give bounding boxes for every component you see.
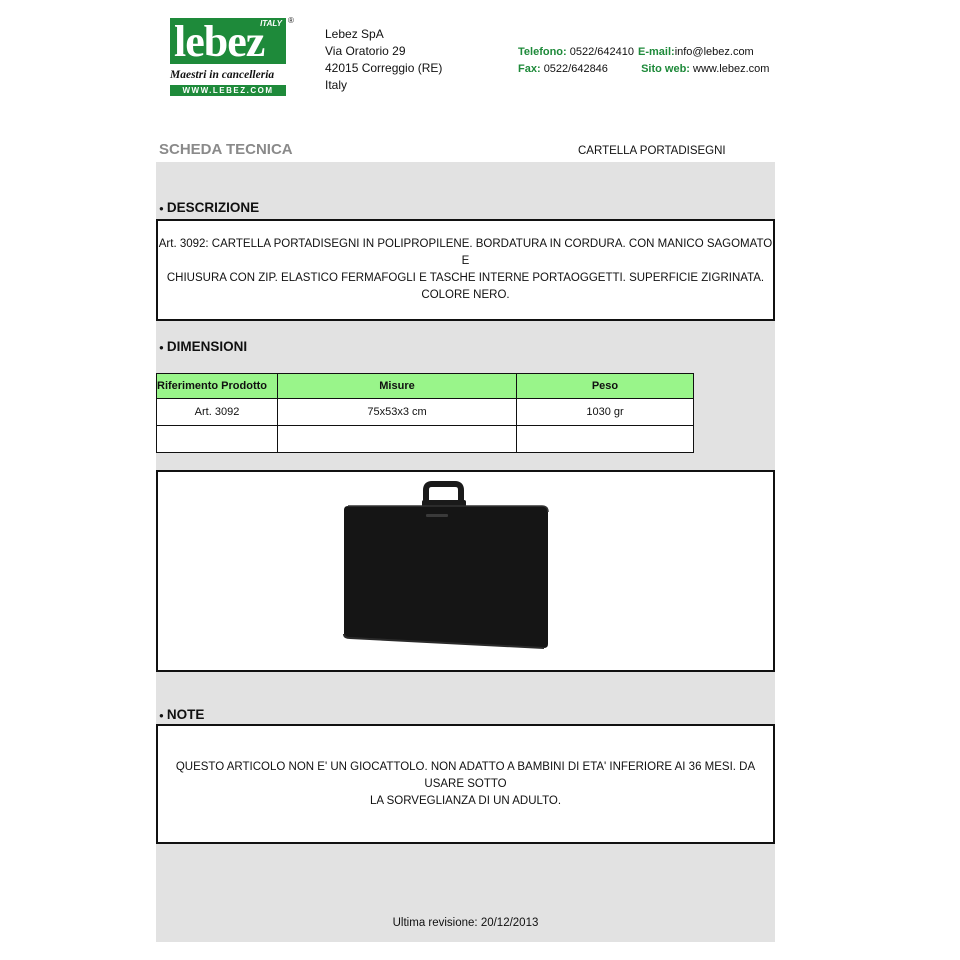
company-logo xyxy=(170,16,294,98)
logo-url: WWW.LEBEZ.COM xyxy=(170,85,286,96)
table-cell: Art. 3092 xyxy=(157,399,278,426)
section-dimensioni-heading xyxy=(159,339,247,354)
descrizione-line-2: CHIUSURA CON ZIP. ELASTICO FERMAFOGLI E TASCHE INTERNE PORTAOGGETTI. SUPERFICIE ZIGRINATA. COLORE NERO. xyxy=(166,272,765,301)
bullet-icon: ● xyxy=(159,710,164,720)
portfolio-case-icon xyxy=(344,484,548,648)
table-cell: 75x53x3 cm xyxy=(278,399,517,426)
contact-row-1 xyxy=(518,44,769,61)
web-label: Sito web: xyxy=(641,63,690,75)
dimensioni-heading: DIMENSIONI xyxy=(166,339,248,354)
logo-badge xyxy=(170,18,286,64)
bullet-icon: ● xyxy=(159,342,164,352)
registered-mark: ® xyxy=(288,16,294,25)
city: 42015 Correggio (RE) xyxy=(325,61,443,75)
logo-word: lebez xyxy=(174,17,265,66)
company-address xyxy=(325,26,442,94)
note-box xyxy=(156,724,775,844)
product-name: CARTELLA PORTADISEGNI xyxy=(578,145,726,157)
section-note-heading xyxy=(159,707,204,722)
revision-date: Ultima revisione: 20/12/2013 xyxy=(392,917,539,929)
note-line-2: LA SORVEGLIANZA DI UN ADULTO. xyxy=(369,794,562,807)
column-header: Misure xyxy=(278,374,517,399)
company-name: Lebez SpA xyxy=(325,27,384,41)
note-line-1: QUESTO ARTICOLO NON E' UN GIOCATTOLO. NON ADATTO A BAMBINI DI ETA' INFERIORE AI 36 MESI. DA USARE SOTTO xyxy=(175,760,756,790)
web-value[interactable]: www.lebez.com xyxy=(693,63,770,75)
country: Italy xyxy=(325,78,348,92)
table-cell xyxy=(157,426,278,453)
fax-label: Fax: xyxy=(518,63,541,75)
logo-italy-badge: ITALY xyxy=(260,19,282,28)
contact-row-2 xyxy=(518,61,769,78)
table-header-row xyxy=(157,374,694,399)
descrizione-line-1: Art. 3092: CARTELLA PORTADISEGNI IN POLIPROPILENE. BORDATURA IN CORDURA. CON MANICO SAGOMATO E xyxy=(158,238,773,267)
phone-label: Telefono: xyxy=(518,46,567,58)
table-row xyxy=(157,426,694,453)
descrizione-heading: DESCRIZIONE xyxy=(166,200,260,215)
document-title: SCHEDA TECNICA xyxy=(159,141,293,158)
column-header: Peso xyxy=(517,374,694,399)
note-heading: NOTE xyxy=(166,707,205,722)
bullet-icon: ● xyxy=(159,203,164,213)
table-row xyxy=(157,399,694,426)
email-label: E-mail: xyxy=(638,46,675,58)
descrizione-box xyxy=(156,219,775,321)
table-cell xyxy=(517,426,694,453)
email-value[interactable]: info@lebez.com xyxy=(674,46,754,58)
product-image xyxy=(158,472,773,670)
logo-tagline: Maestri in cancelleria xyxy=(170,69,275,81)
column-header: Riferimento Prodotto xyxy=(157,374,278,399)
table-cell: 1030 gr xyxy=(517,399,694,426)
fax-value: 0522/642846 xyxy=(543,63,608,75)
section-descrizione-heading xyxy=(159,200,259,215)
table-cell xyxy=(278,426,517,453)
product-image-box xyxy=(156,470,775,672)
contact-info xyxy=(518,44,769,78)
dimensions-table xyxy=(156,373,694,453)
phone-value: 0522/642410 xyxy=(569,46,634,58)
street: Via Oratorio 29 xyxy=(325,44,406,58)
